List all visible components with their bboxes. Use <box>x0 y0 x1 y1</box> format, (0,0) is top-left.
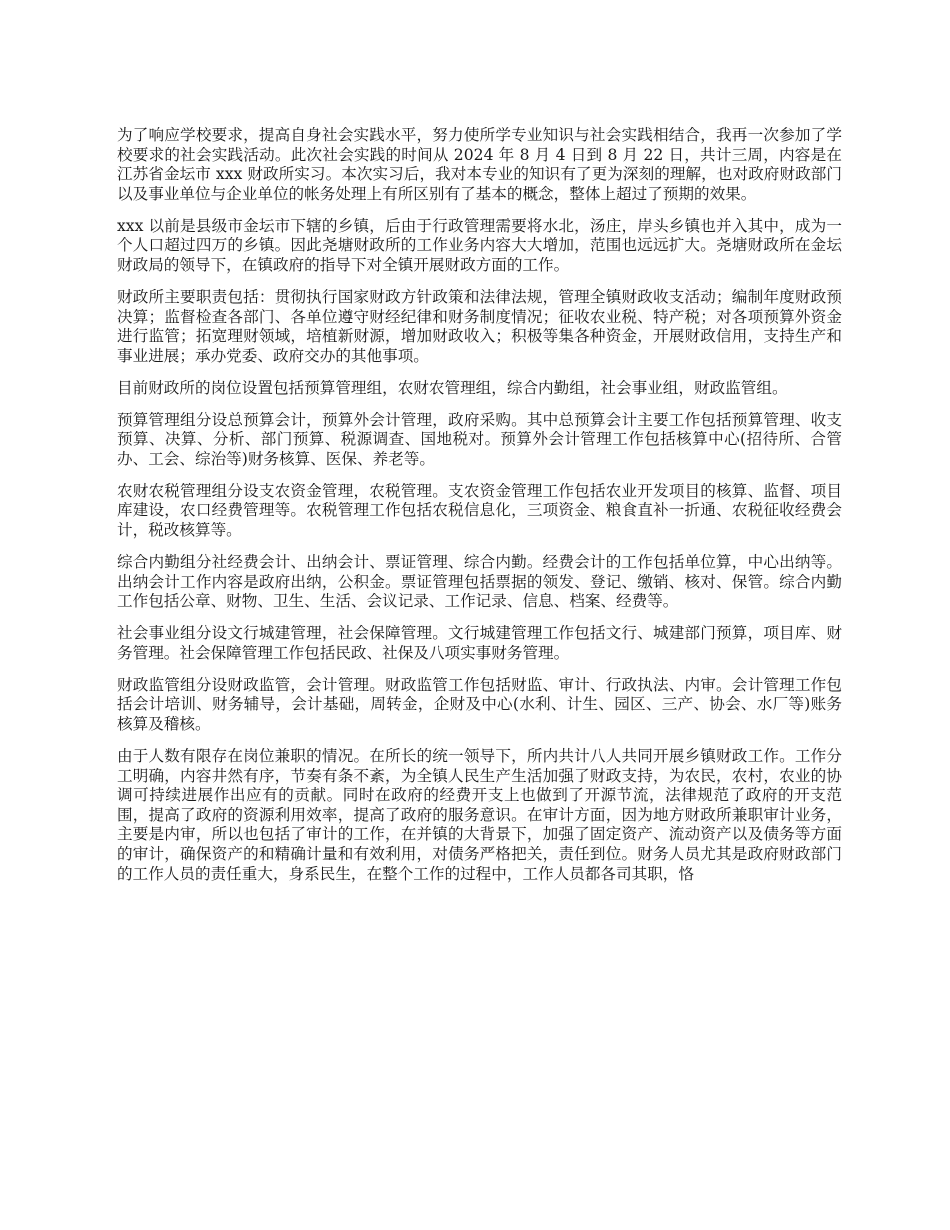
paragraph-town-background: xxx 以前是县级市金坛市下辖的乡镇，后由于行政管理需要将水北，汤庄，岸头乡镇也并入其中，成为一个人口超过四万的乡镇。因此尧塘财政所的工作业务内容大大增加，范围也远远扩大。尧塘财政所在金坛财政局的领导下，在镇政府的指导下对全镇开展财政方面的工作。 <box>117 216 842 274</box>
paragraph-internal-affairs-group: 综合内勤组分社经费会计、出纳会计、票证管理、综合内勤。经费会计的工作包括单位算，中心出纳等。出纳会计工作内容是政府出纳，公积金。票证管理包括票据的领发、登记、缴销、核对、保管。综合内勤工作包括公章、财物、卫生、生活、会议记录、工作记录、信息、档案、经费等。 <box>117 553 842 611</box>
paragraph-part-time-duties: 由于人数有限存在岗位兼职的情况。在所长的统一领导下，所内共计八人共同开展乡镇财政工作。工作分工明确，内容井然有序，节奏有条不紊，为全镇人民生产生活加强了财政支持，为农民，农村，农业的协调可持续进展作出应有的贡献。同时在政府的经费开支上也做到了开源节流，法律规范了政府的开支范围，提高了政府的资源利用效率，提高了政府的服务意识。在审计方面，因为地方财政所兼职审计业务，主要是内审，所以也包括了审计的工作，在并镇的大背景下，加强了固定资产、流动资产以及债务等方面的审计，确保资产的和精确计量和有效利用，对债务严格把关，责任到位。财务人员尤其是政府财政部门的工作人员的责任重大，身系民生，在整个工作的过程中，工作人员都各司其职，恪 <box>117 746 842 883</box>
paragraph-intro: 为了响应学校要求，提高自身社会实践水平，努力使所学专业知识与社会实践相结合，我再一次参加了学校要求的社会实践活动。此次社会实践的时间从 2024 年 8 月 4 日到 8 月 22 日，共计三周，内容是在江苏省金坛市 xxx 财政所实习。本次实习后，我对本专业的知识有了更为深刻的理解，也对政府财政部门以及事业单位与企业单位的帐务处理上有所区别有了基本的概念，整体上超过了预期的效果。 <box>117 126 842 203</box>
paragraph-social-affairs-group: 社会事业组分设文行城建管理，社会保障管理。文行城建管理工作包括文行、城建部门预算，项目库、财务管理。社会保障管理工作包括民政、社保及八项实事财务管理。 <box>117 624 842 662</box>
paragraph-agri-tax-group: 农财农税管理组分设支农资金管理，农税管理。支农资金管理工作包括农业开发项目的核算、监督、项目库建设，农口经费管理等。农税管理工作包括农税信息化，三项资金、粮食直补一折通、农税征收经费会计，税改核算等。 <box>117 481 842 540</box>
document-body <box>117 126 842 897</box>
paragraph-supervision-group: 财政监管组分设财政监管，会计管理。财政监管工作包括财监、审计、行政执法、内审。会计管理工作包括会计培训、财务辅导，会计基础，周转金，企财及中心(水利、计生、园区、三产、协会、水厂等)账务核算及稽核。 <box>117 675 842 733</box>
paragraph-budget-group: 预算管理组分设总预算会计，预算外会计管理，政府采购。其中总预算会计主要工作包括预算管理、收支预算、决算、分析、部门预算、税源调查、国地税对。预算外会计管理工作包括核算中心(招待所、合管办、工会、综治等)财务核算、医保、养老等。 <box>117 410 842 468</box>
paragraph-main-duties: 财政所主要职责包括：贯彻执行国家财政方针政策和法律法规，管理全镇财政收支活动；编制年度财政预决算；监督检查各部门、各单位遵守财经纪律和财务制度情况；征收农业税、特产税；对各项预算外资金进行监管；拓宽理财领域，培植新财源，增加财政收入；积极等集各种资金，开展财政信用，支持生产和事业进展；承办党委、政府交办的其他事项。 <box>117 287 842 365</box>
paragraph-position-setup: 目前财政所的岗位设置包括预算管理组，农财农管理组，综合内勤组，社会事业组，财政监管组。 <box>117 378 788 397</box>
